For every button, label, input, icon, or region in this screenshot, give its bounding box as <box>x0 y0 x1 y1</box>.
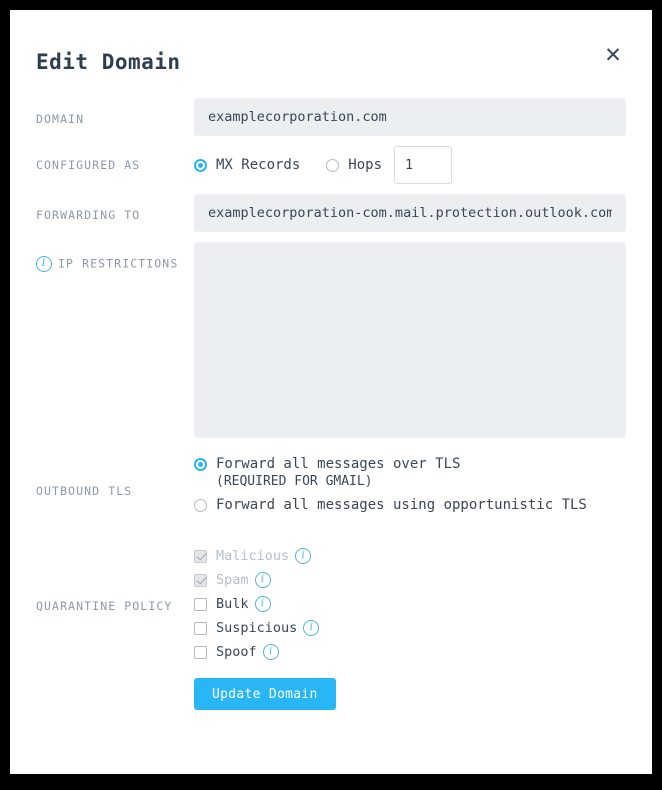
quarantine-item-label: Spoof <box>216 644 257 660</box>
domain-field-wrap <box>194 98 626 136</box>
configured-as-options <box>194 146 626 184</box>
ip-restrictions-row <box>36 242 626 442</box>
ip-restrictions-label-text: IP RESTRICTIONS <box>58 256 179 271</box>
forwarding-to-row <box>36 194 626 232</box>
configured-as-label: CONFIGURED AS <box>36 158 141 172</box>
configured-as-field-wrap <box>194 146 626 184</box>
forwarding-to-input[interactable] <box>194 194 626 232</box>
radio-tls-all[interactable] <box>194 458 207 471</box>
radio-tls-opportunistic-label: Forward all messages using opportunistic TLS <box>216 497 587 513</box>
quarantine-policy-row <box>36 544 626 710</box>
ip-restrictions-textarea[interactable] <box>194 242 626 438</box>
domain-input[interactable] <box>194 98 626 136</box>
radio-tls-all-label: Forward all messages over TLS <box>216 456 461 472</box>
outbound-tls-option-opportunistic[interactable] <box>194 497 626 513</box>
page-title: Edit Domain <box>36 50 181 74</box>
info-icon[interactable]: I <box>36 256 52 272</box>
radio-mx-records-label: MX Records <box>216 157 301 173</box>
quarantine-item-label: Suspicious <box>216 620 298 636</box>
info-icon[interactable]: i <box>295 548 311 564</box>
quarantine-policy-field-wrap <box>194 544 626 710</box>
quarantine-item-label: Bulk <box>216 596 249 612</box>
quarantine-item-suspicious[interactable] <box>194 616 626 640</box>
radio-hops-label: Hops <box>348 157 383 173</box>
quarantine-item-label: Malicious <box>216 548 290 564</box>
outbound-tls-label: OUTBOUND TLS <box>36 484 133 498</box>
quarantine-policy-label: QUARANTINE POLICY <box>36 599 173 613</box>
update-domain-button[interactable]: Update Domain <box>194 678 336 710</box>
edit-domain-modal <box>10 10 652 774</box>
ip-restrictions-label <box>36 242 194 272</box>
close-icon[interactable]: ✕ <box>604 43 622 67</box>
checkbox-spam <box>194 574 207 587</box>
outbound-tls-all-note: (REQUIRED FOR GMAIL) <box>216 474 373 489</box>
outbound-tls-field-wrap <box>194 452 626 515</box>
info-icon[interactable]: i <box>255 596 271 612</box>
radio-tls-opportunistic[interactable] <box>194 499 207 512</box>
ip-restrictions-field-wrap <box>194 242 626 442</box>
checkbox-malicious <box>194 550 207 563</box>
outbound-tls-option-all[interactable] <box>194 456 626 472</box>
domain-label: DOMAIN <box>36 112 85 126</box>
checkbox-spoof[interactable] <box>194 646 207 659</box>
configured-as-row <box>36 146 626 184</box>
quarantine-item-malicious[interactable] <box>194 544 626 568</box>
info-icon[interactable]: i <box>263 644 279 660</box>
quarantine-item-spoof[interactable] <box>194 640 626 664</box>
hops-input[interactable] <box>394 146 452 184</box>
radio-hops[interactable] <box>326 159 339 172</box>
quarantine-item-spam[interactable] <box>194 568 626 592</box>
radio-mx-records[interactable] <box>194 159 207 172</box>
outbound-tls-row <box>36 452 626 530</box>
info-icon[interactable]: i <box>255 572 271 588</box>
forwarding-to-field-wrap <box>194 194 626 232</box>
info-icon[interactable]: i <box>303 620 319 636</box>
edit-domain-form <box>36 98 626 720</box>
checkbox-bulk[interactable] <box>194 598 207 611</box>
forwarding-to-label: FORWARDING TO <box>36 208 141 222</box>
quarantine-item-bulk[interactable] <box>194 592 626 616</box>
domain-row <box>36 98 626 136</box>
quarantine-item-label: Spam <box>216 572 249 588</box>
checkbox-suspicious[interactable] <box>194 622 207 635</box>
